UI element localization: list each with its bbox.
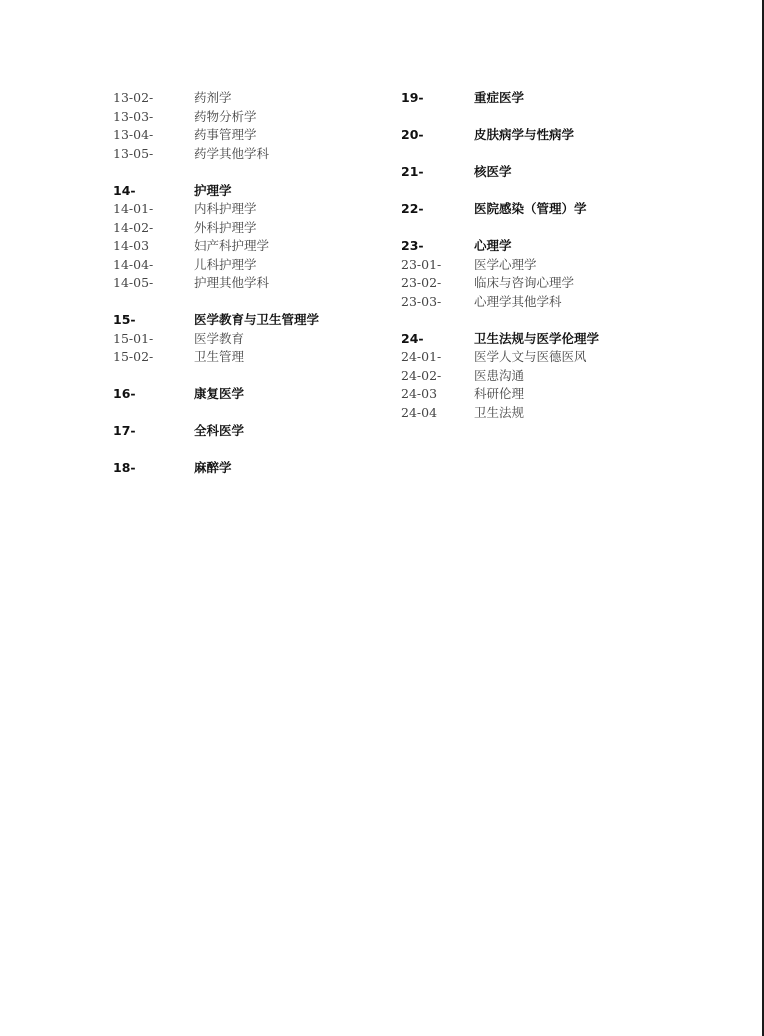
- subject-group-row: [401, 200, 599, 219]
- section-spacer: [113, 293, 319, 312]
- subject-name: 卫生法规: [474, 404, 525, 420]
- subject-group-row: [113, 385, 319, 404]
- right-subject-column: [401, 89, 599, 422]
- subject-name: 医患沟通: [474, 367, 525, 383]
- subject-code: 16-: [113, 386, 136, 401]
- subject-name: 药事管理学: [194, 127, 257, 142]
- subject-code: 23-02-: [401, 275, 442, 290]
- subject-code: 22-: [401, 201, 424, 216]
- subject-code: 14-02-: [113, 219, 154, 235]
- subject-code: 14-04-: [113, 256, 154, 272]
- subject-item-row: [401, 256, 599, 275]
- subject-name: 重症医学: [474, 90, 525, 105]
- subject-group-row: [113, 459, 319, 478]
- subject-code: 14-05-: [113, 275, 154, 290]
- subject-group-row: [113, 311, 319, 330]
- subject-item-row: [401, 404, 599, 423]
- subject-item-row: [113, 108, 319, 127]
- left-subject-column: [113, 89, 319, 478]
- subject-name: 皮肤病学与性病学: [474, 127, 575, 142]
- subject-code: 15-02-: [113, 349, 154, 364]
- subject-name: 医学心理学: [474, 256, 537, 272]
- subject-group-row: [113, 422, 319, 441]
- subject-item-row: [401, 385, 599, 404]
- subject-name: 外科护理学: [194, 219, 257, 235]
- section-spacer: [401, 182, 599, 201]
- subject-item-row: [401, 348, 599, 367]
- subject-item-row: [113, 237, 319, 256]
- subject-name: 麻醉学: [194, 460, 232, 475]
- subject-code: 24-04: [401, 404, 438, 420]
- subject-group-row: [401, 126, 599, 145]
- subject-name: 内科护理学: [194, 201, 257, 216]
- subject-item-row: [113, 89, 319, 108]
- subject-item-row: [401, 274, 599, 293]
- subject-name: 全科医学: [194, 423, 245, 438]
- subject-name: 医院感染（管理）学: [474, 201, 587, 216]
- subject-name: 卫生管理: [194, 349, 245, 364]
- subject-group-row: [401, 89, 599, 108]
- subject-code: 24-03: [401, 386, 438, 401]
- section-spacer: [401, 145, 599, 164]
- subject-name: 妇产科护理学: [194, 238, 270, 253]
- subject-item-row: [401, 293, 599, 312]
- subject-code: 13-02-: [113, 90, 154, 105]
- subject-code: 23-03-: [401, 293, 442, 309]
- subject-code: 18-: [113, 460, 136, 475]
- subject-code: 23-01-: [401, 256, 442, 272]
- subject-item-row: [113, 126, 319, 145]
- subject-code: 14-: [113, 182, 136, 198]
- subject-code: 24-01-: [401, 349, 442, 364]
- subject-item-row: [113, 348, 319, 367]
- subject-code: 15-01-: [113, 330, 154, 346]
- subject-group-row: [113, 182, 319, 201]
- subject-name: 护理学: [194, 182, 232, 198]
- subject-name: 医学教育: [194, 330, 245, 346]
- subject-code: 21-: [401, 164, 424, 179]
- subject-code: 13-03-: [113, 108, 154, 124]
- subject-name: 医学人文与医德医风: [474, 349, 587, 364]
- subject-item-row: [113, 256, 319, 275]
- subject-group-row: [401, 330, 599, 349]
- section-spacer: [401, 311, 599, 330]
- subject-code: 15-: [113, 312, 136, 327]
- subject-code: 24-02-: [401, 367, 442, 383]
- subject-name: 药学其他学科: [194, 145, 270, 161]
- section-spacer: [401, 108, 599, 127]
- subject-item-row: [113, 200, 319, 219]
- section-spacer: [401, 219, 599, 238]
- subject-name: 科研伦理: [474, 386, 525, 401]
- subject-code: 14-01-: [113, 201, 154, 216]
- subject-name: 心理学其他学科: [474, 293, 562, 309]
- subject-code: 20-: [401, 127, 424, 142]
- subject-name: 临床与咨询心理学: [474, 275, 575, 290]
- subject-name: 医学教育与卫生管理学: [194, 312, 320, 327]
- subject-code: 13-04-: [113, 127, 154, 142]
- subject-name: 儿科护理学: [194, 256, 257, 272]
- subject-item-row: [113, 274, 319, 293]
- subject-item-row: [113, 330, 319, 349]
- subject-name: 核医学: [474, 164, 512, 179]
- subject-group-row: [401, 163, 599, 182]
- subject-code: 13-05-: [113, 145, 154, 161]
- subject-code: 14-03: [113, 238, 150, 253]
- subject-name: 卫生法规与医学伦理学: [474, 330, 600, 346]
- subject-item-row: [401, 367, 599, 386]
- section-spacer: [113, 441, 319, 460]
- subject-group-row: [401, 237, 599, 256]
- subject-code: 19-: [401, 90, 424, 105]
- subject-name: 药物分析学: [194, 108, 257, 124]
- section-spacer: [113, 404, 319, 423]
- section-spacer: [113, 163, 319, 182]
- subject-code: 23-: [401, 238, 424, 253]
- subject-name: 护理其他学科: [194, 275, 270, 290]
- subject-item-row: [113, 219, 319, 238]
- subject-name: 康复医学: [194, 386, 245, 401]
- subject-code: 24-: [401, 330, 424, 346]
- subject-item-row: [113, 145, 319, 164]
- subject-name: 药剂学: [194, 90, 232, 105]
- section-spacer: [113, 367, 319, 386]
- subject-code: 17-: [113, 423, 136, 438]
- subject-name: 心理学: [474, 238, 512, 253]
